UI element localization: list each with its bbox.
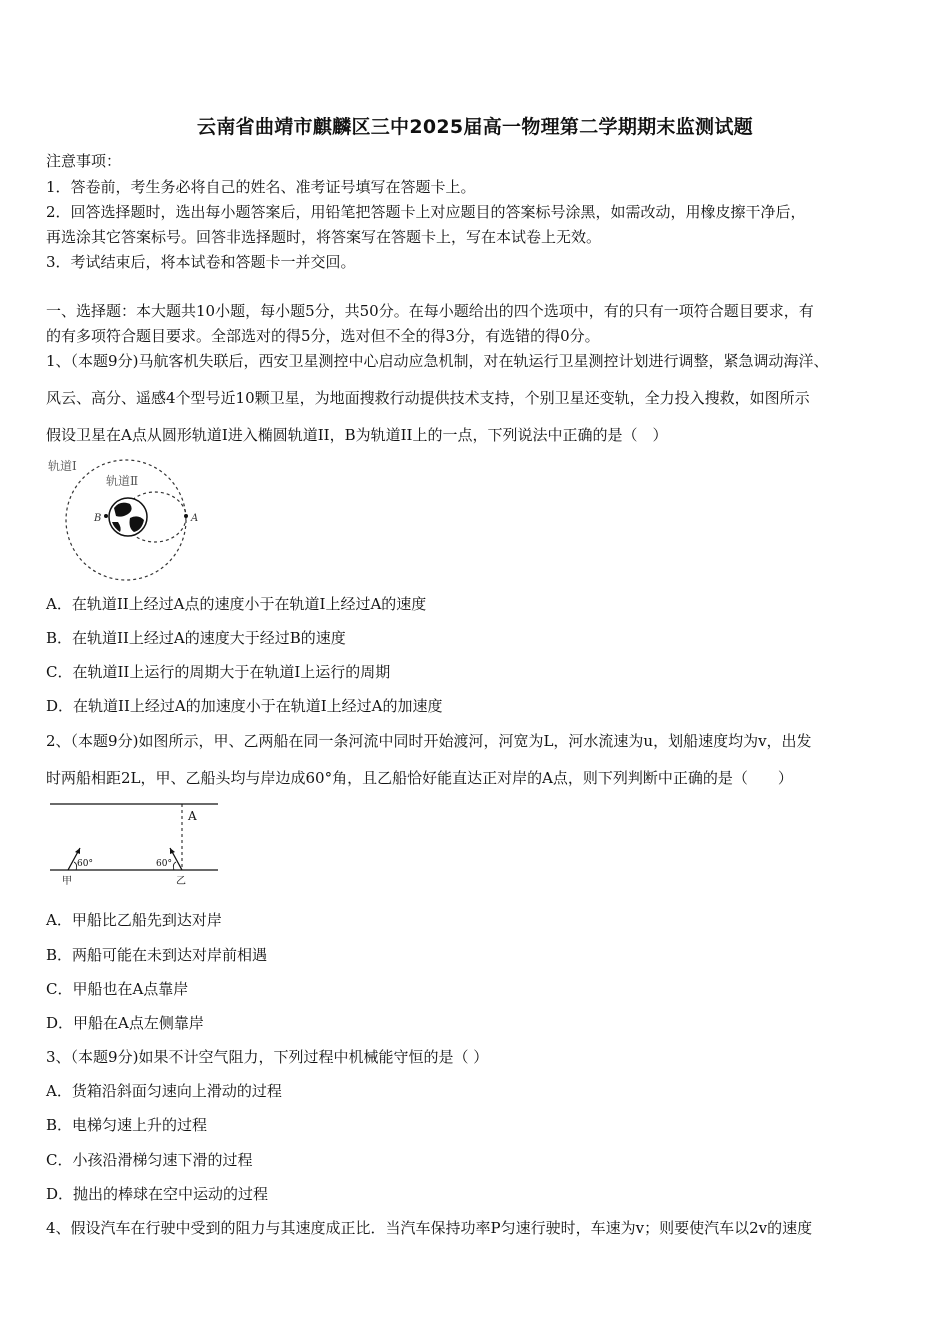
point-b-dot xyxy=(104,514,108,518)
question-2-text: 时两船相距2L，甲、乙船头均与岸边成60°角，且乙船恰好能直达正对岸的A点，则下列判断中正确的是（ ） xyxy=(46,769,793,787)
notice-item: 3．考试结束后，将本试卷和答题卡一并交回。 xyxy=(46,253,356,271)
question-2-option-a: A．甲船比乙船先到达对岸 xyxy=(46,911,222,929)
question-1-text: 假设卫星在A点从圆形轨道I进入椭圆轨道II，B为轨道II上的一点，下列说法中正确的是（ ） xyxy=(46,426,668,444)
notice-item: 2．回答选择题时，选出每小题答案后，用铅笔把答题卡上对应题目的答案标号涂黑，如需改动，用橡皮擦干净后， xyxy=(46,203,806,221)
page-title: 云南省曲靖市麒麟区三中2025届高一物理第二学期期末监测试题 xyxy=(197,116,753,138)
question-2-option-d: D．甲船在A点左侧靠岸 xyxy=(46,1014,204,1032)
question-2-text: 2、（本题9分)如图所示，甲、乙两船在同一条河流中同时开始渡河，河宽为L，河水流速为u，划船速度均为v，出发 xyxy=(46,732,812,750)
point-a-dot xyxy=(184,514,188,518)
angle-2-label: 60° xyxy=(156,859,172,869)
point-b-label: B xyxy=(94,513,102,524)
question-2-option-c: C．甲船也在A点靠岸 xyxy=(46,980,189,998)
question-4-text: 4、假设汽车在行驶中受到的阻力与其速度成正比．当汽车保持功率P匀速行驶时，车速为v；则要使汽车以2v的速度 xyxy=(46,1219,813,1237)
section-header-line: 一、选择题：本大题共10小题，每小题5分，共50分。在每小题给出的四个选项中，有的只有一项符合题目要求，有 xyxy=(46,302,814,320)
river-diagram xyxy=(46,796,226,886)
boat-1-label: 甲 xyxy=(62,876,72,886)
notice-item: 再选涂其它答案标号。回答非选择题时，将答案写在答题卡上，写在本试卷上无效。 xyxy=(46,228,602,246)
question-2-option-b: B．两船可能在未到达对岸前相遇 xyxy=(46,946,268,964)
orbit-diagram xyxy=(44,452,204,584)
question-3-text: 3、（本题9分)如果不计空气阻力，下列过程中机械能守恒的是（ ） xyxy=(46,1048,489,1066)
question-1-text: 风云、高分、遥感4个型号近10颗卫星，为地面搜救行动提供技术支持，个别卫星还变轨，全力投入搜救，如图所示 xyxy=(46,389,810,407)
question-3-option-d: D．抛出的棒球在空中运动的过程 xyxy=(46,1185,269,1203)
question-1-option-a: A．在轨道II上经过A点的速度小于在轨道I上经过A的速度 xyxy=(46,595,427,613)
question-3-option-a: A．货箱沿斜面匀速向上滑动的过程 xyxy=(46,1082,282,1100)
question-1-option-b: B．在轨道II上经过A的速度大于经过B的速度 xyxy=(46,629,346,647)
question-1-text: 1、（本题9分)马航客机失联后，西安卫星测控中心启动应急机制，对在轨运行卫星测控计划进行调整，紧急调动海洋、 xyxy=(46,352,829,370)
notice-heading: 注意事项： xyxy=(46,152,122,170)
section-header-line: 的有多项符合题目要求。全部选对的得5分，选对但不全的得3分，有选错的得0分。 xyxy=(46,327,600,345)
point-a-label: A xyxy=(191,513,199,524)
orbit-1-label: 轨道Ⅰ xyxy=(48,459,77,473)
notice-item: 1．答卷前，考生务必将自己的姓名、准考证号填写在答题卡上。 xyxy=(46,178,476,196)
question-3-option-b: B．电梯匀速上升的过程 xyxy=(46,1116,208,1134)
boat-2-label: 乙 xyxy=(176,876,186,886)
question-1-option-c: C．在轨道II上运行的周期大于在轨道I上运行的周期 xyxy=(46,663,391,681)
point-a-label: A xyxy=(188,809,197,823)
question-3-option-c: C．小孩沿滑梯匀速下滑的过程 xyxy=(46,1151,253,1169)
angle-1-label: 60° xyxy=(77,859,93,869)
orbit-2-label: 轨道Ⅱ xyxy=(106,474,139,488)
question-1-option-d: D．在轨道II上经过A的加速度小于在轨道I上经过A的加速度 xyxy=(46,697,443,715)
